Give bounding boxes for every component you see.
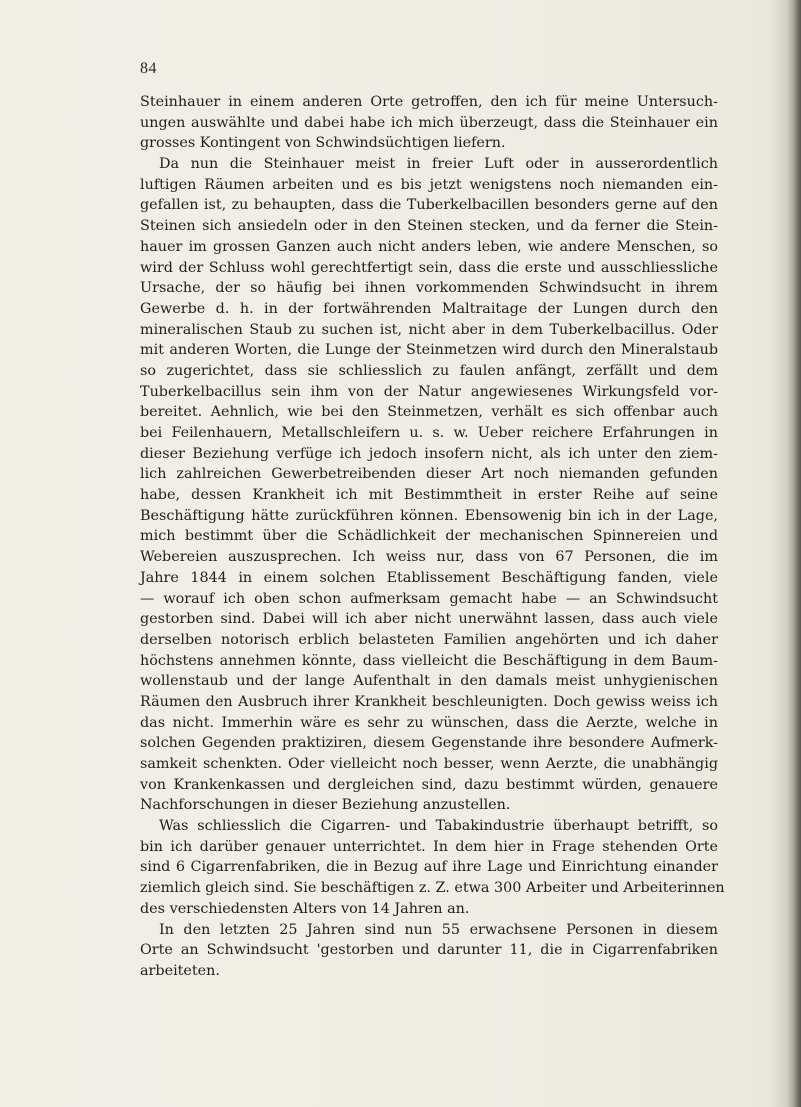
text-line: ungen auswählte und dabei habe ich mich überzeugt, dass die Steinhauer ein xyxy=(140,114,718,131)
text-line: Da nun die Steinhauer meist in freier Luft oder in ausserordentlich xyxy=(159,156,718,173)
text-line: habe, dessen Krankheit ich mit Bestimmtheit in erster Reihe auf seine xyxy=(140,487,718,504)
text-line: von Krankenkassen und dergleichen sind, dazu bestimmt würden, genauere xyxy=(140,776,718,793)
text-line: bereitet. Aehnlich, wie bei den Steinmetzen, verhält es sich offenbar auch xyxy=(140,404,718,421)
text-line: bei Feilenhauern, Metallschleifern u. s. w. Ueber reichere Erfahrungen in xyxy=(140,425,718,441)
text-line: samkeit schenkten. Oder vielleicht noch besser, wenn Aerzte, die unabhängig xyxy=(140,756,718,772)
text-line: Tuberkelbacillus sein ihm von der Natur angewiesenes Wirkungsfeld vor- xyxy=(140,383,718,400)
text-line: Orte an Schwindsucht 'gestorben und darunter 11, die in Cigarrenfabriken xyxy=(140,942,718,959)
text-line: Beschäftigung hätte zurückführen können. Ebensowenig bin ich in der Lage, xyxy=(140,507,718,524)
text-line: — worauf ich oben schon aufmerksam gemacht habe — an Schwindsucht xyxy=(140,590,718,607)
text-line: Was schliesslich die Cigarren- und Tabakindustrie überhaupt betrifft, so xyxy=(159,818,718,835)
text-line: des verschiedensten Alters von 14 Jahren an. xyxy=(140,900,470,917)
text-line: bin ich darüber genauer unterrichtet. In dem hier in Frage stehenden Orte xyxy=(140,838,718,855)
text-line: arbeiteten. xyxy=(140,962,220,979)
text-line: Gewerbe d. h. in der fortwährenden Maltraitage der Lungen durch den xyxy=(140,300,718,317)
text-line: mich bestimmt über die Schädlichkeit der mechanischen Spinnereien und xyxy=(140,528,718,545)
text-line: mineralischen Staub zu suchen ist, nicht aber in dem Tuberkelbacillus. Oder xyxy=(140,321,718,338)
text-line: solchen Gegenden praktiziren, diesem Gegenstande ihre besondere Aufmerk- xyxy=(140,735,718,752)
text-line: mit anderen Worten, die Lunge der Steinmetzen wird durch den Mineralstaub xyxy=(140,342,718,359)
page-number: 84 xyxy=(140,60,157,77)
text-line: wird der Schluss wohl gerechtfertigt sein, dass die erste und ausschliessliche xyxy=(140,259,718,276)
text-line: höchstens annehmen könnte, dass vielleicht die Beschäftigung in dem Baum- xyxy=(140,652,718,669)
body-text xyxy=(140,92,725,982)
text-line: Webereien auszusprechen. Ich weiss nur, dass von 67 Personen, die im xyxy=(140,549,718,566)
text-line: luftigen Räumen arbeiten und es bis jetzt wenigstens noch niemanden ein- xyxy=(140,176,718,193)
text-line: derselben notorisch erblich belasteten Familien angehörten und ich daher xyxy=(140,631,718,648)
text-line: das nicht. Immerhin wäre es sehr zu wünschen, dass die Aerzte, welche in xyxy=(140,714,718,731)
text-line: so zugerichtet, dass sie schliesslich zu faulen anfängt, zerfällt und dem xyxy=(140,362,718,379)
text-line: hauer im grossen Ganzen auch nicht anders leben, wie andere Menschen, so xyxy=(140,238,718,255)
text-line: sind 6 Cigarrenfabriken, die in Bezug auf ihre Lage und Einrichtung einander xyxy=(140,859,718,876)
text-line: lich zahlreichen Gewerbetreibenden dieser Art noch niemanden gefunden xyxy=(140,466,718,483)
text-line: dieser Beziehung verfüge ich jedoch insofern nicht, als ich unter den ziem- xyxy=(140,445,718,462)
page-edge-shadow xyxy=(787,0,801,1107)
text-line: Ursache, der so häufig bei ihnen vorkommenden Schwindsucht in ihrem xyxy=(140,280,718,297)
text-line: In den letzten 25 Jahren sind nun 55 erwachsene Personen in diesem xyxy=(159,921,718,938)
text-line: grosses Kontingent von Schwindsüchtigen liefern. xyxy=(140,135,506,152)
text-line: Steinhauer in einem anderen Orte getroffen, den ich für meine Untersuch- xyxy=(140,94,718,110)
text-line: Räumen den Ausbruch ihrer Krankheit beschleunigten. Doch gewiss weiss ich xyxy=(140,693,718,710)
text-line: ziemlich gleich sind. Sie beschäftigen z. Z. etwa 300 Arbeiter und Arbeiterinnen xyxy=(140,880,725,897)
text-line: gestorben sind. Dabei will ich aber nicht unerwähnt lassen, dass auch viele xyxy=(140,611,718,628)
text-line: gefallen ist, zu behaupten, dass die Tuberkelbacillen besonders gerne auf den xyxy=(140,197,718,214)
text-line: Steinen sich ansiedeln oder in den Steinen stecken, und da ferner die Stein- xyxy=(140,218,718,235)
text-line: wollenstaub und der lange Aufenthalt in den damals meist unhygienischen xyxy=(140,673,718,690)
text-line: Jahre 1844 in einem solchen Etablissement Beschäftigung fanden, viele xyxy=(140,569,718,586)
text-line: Nachforschungen in dieser Beziehung anzustellen. xyxy=(140,797,511,814)
